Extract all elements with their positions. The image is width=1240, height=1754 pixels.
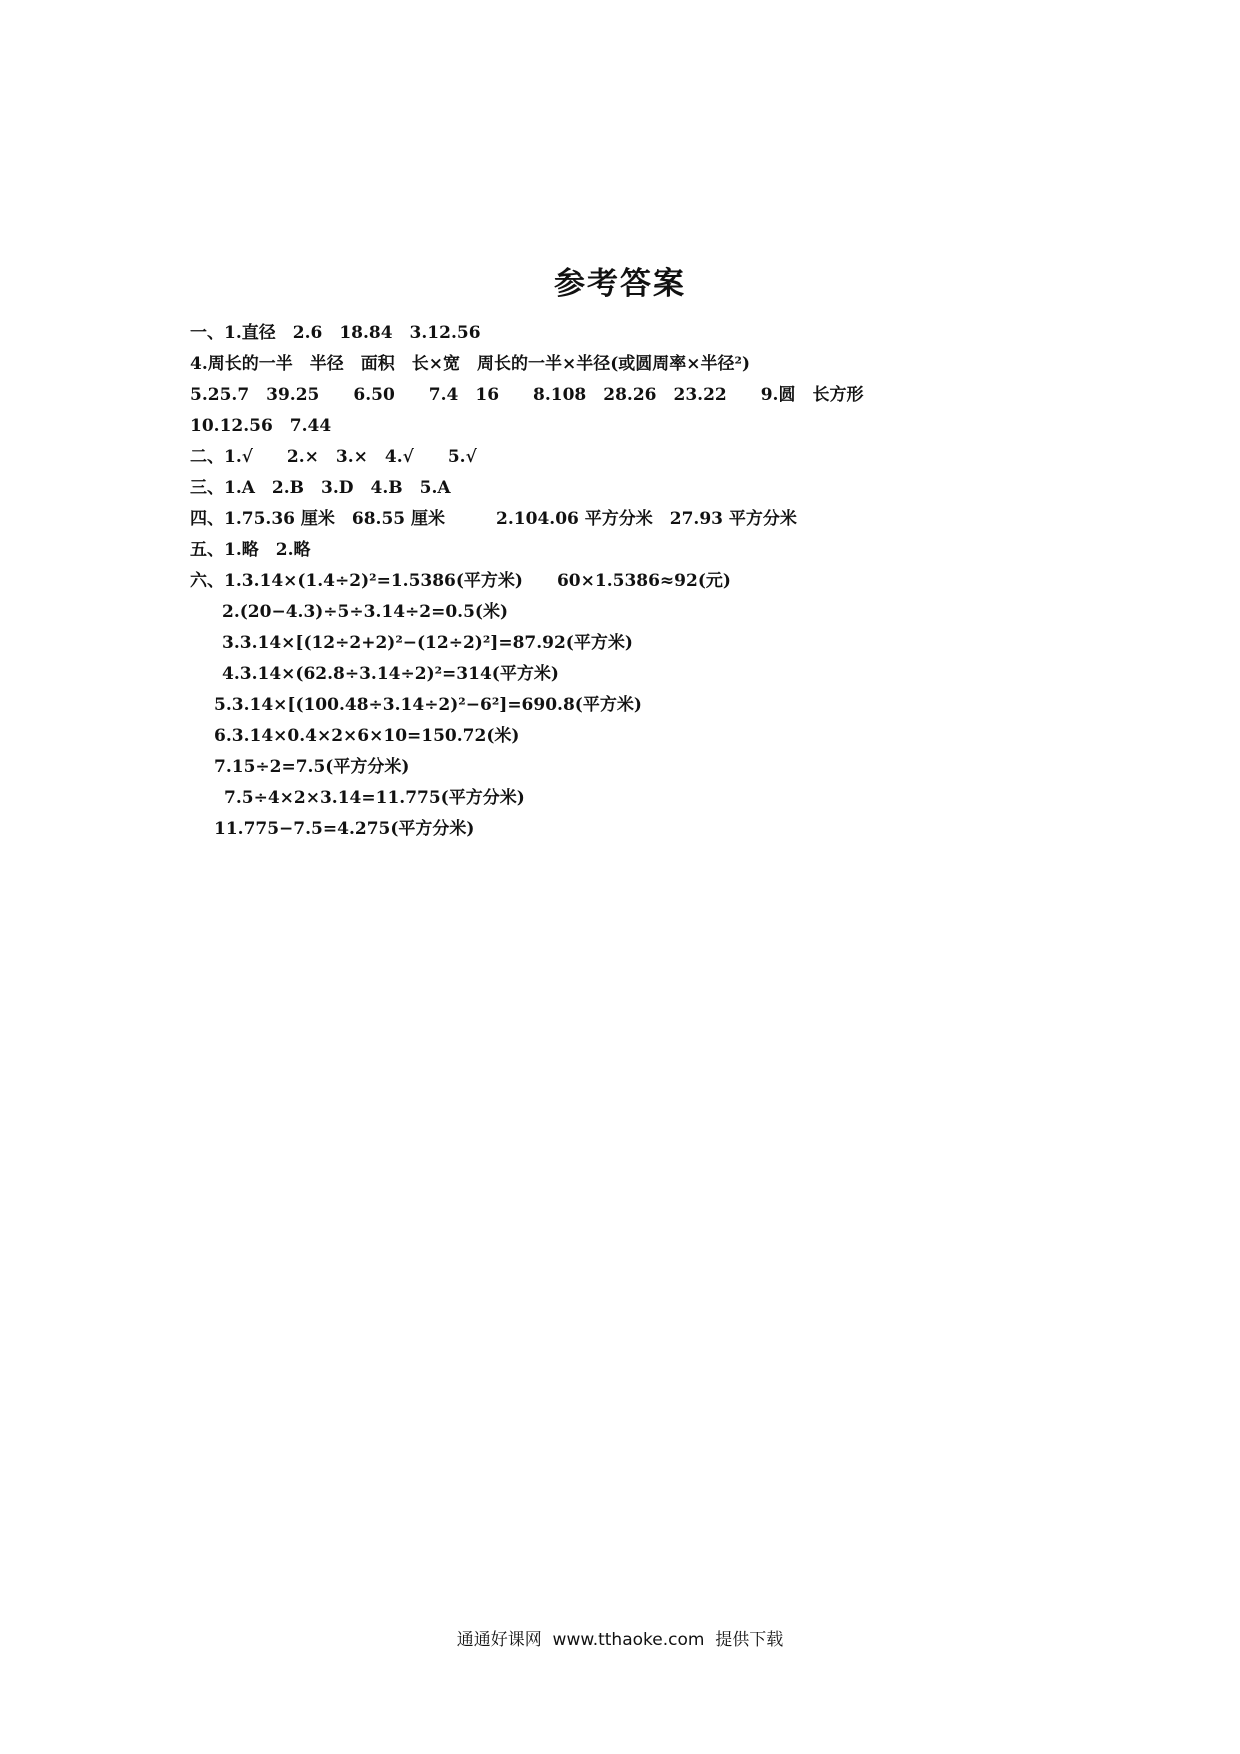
answer-section-6-item-7-step3: 11.775−7.5=4.275(平方分米) [214,819,475,839]
answer-section-6-item-1: 六、1.3.14×(1.4÷2)²=1.5386(平方米) 60×1.5386≈92(元) [190,571,731,591]
answer-line-1-part1: 一、1.直径 2.6 18.84 3.12.56 [190,323,481,343]
answer-section-6-item-4: 4.3.14×(62.8÷3.14÷2)²=314(平方米) [222,664,559,684]
answer-section-6-item-7-step2: 7.5÷4×2×3.14=11.775(平方分米) [224,788,525,808]
answer-section-6-item-6: 6.3.14×0.4×2×6×10=150.72(米) [214,726,520,746]
page-footer: 通通好课网 www.tthaoke.com 提供下载 [456,1630,784,1650]
answer-section-6-item-5: 5.3.14×[(100.48÷3.14÷2)²−6²]=690.8(平方米) [214,695,642,715]
page-title: 参考答案 [554,266,686,302]
answer-line-1-part2: 4.周长的一半 半径 面积 长×宽 周长的一半×半径(或圆周率×半径²) [190,354,751,374]
answer-line-1-part3: 5.25.7 39.25 6.50 7.4 16 8.108 28.26 23.22 9.圆 长方形 [190,385,864,405]
answer-section-6-item-2: 2.(20−4.3)÷5÷3.14÷2=0.5(米) [222,602,509,622]
answer-section-2: 二、1.√ 2.× 3.× 4.√ 5.√ [190,447,477,467]
answer-line-1-part4: 10.12.56 7.44 [190,416,332,436]
answer-section-3: 三、1.A 2.B 3.D 4.B 5.A [190,478,451,498]
answer-section-6-item-7: 7.15÷2=7.5(平方分米) [214,757,410,777]
answer-section-6-item-3: 3.3.14×[(12÷2+2)²−(12÷2)²]=87.92(平方米) [222,633,633,653]
answer-section-4: 四、1.75.36 厘米 68.55 厘米 2.104.06 平方分米 27.93 平方分米 [190,509,797,529]
answer-section-5: 五、1.略 2.略 [190,540,311,560]
